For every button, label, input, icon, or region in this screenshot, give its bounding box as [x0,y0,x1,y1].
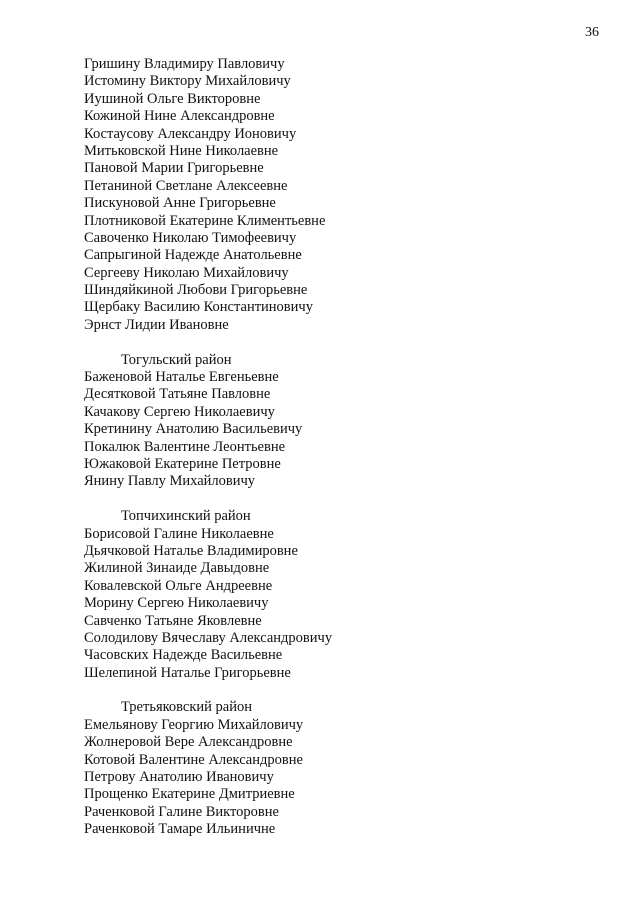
list-item: Шиндяйкиной Любови Григорьевне [84,282,308,299]
list-item: Южаковой Екатерине Петровне [84,455,281,472]
list-item: Петаниной Светлане Алексеевне [84,177,288,194]
list-item: Раченковой Тамаре Ильиничне [84,821,276,838]
list-item: Сапрыгиной Надежде Анатольевне [84,247,302,264]
list-item: Жилиной Зинаиде Давыдовне [84,560,270,577]
list-item: Котовой Валентине Александровне [84,751,303,768]
list-item: Дьячковой Наталье Владимировне [84,542,298,559]
list-item: Баженовой Наталье Евгеньевне [84,369,279,386]
list-item: Митьковской Нине Николаевне [84,142,279,159]
list-item: Савоченко Николаю Тимофеевичу [84,229,297,246]
section-heading: Третьяковский район [121,699,253,716]
section-togulsky [84,352,604,491]
list-item: Плотниковой Екатерине Климентьевне [84,212,326,229]
list-item: Часовских Надежде Васильевне [84,647,283,664]
intro-name-list [84,56,604,334]
list-item: Иушиной Ольге Викторовне [84,90,261,107]
list-item: Сергееву Николаю Михайловичу [84,264,289,281]
list-item: Истомину Виктору Михайловичу [84,73,291,90]
section-topchikhinsky [84,508,604,682]
list-item: Прощенко Екатерине Дмитриевне [84,786,295,803]
list-item: Гришину Владимиру Павловичу [84,56,285,72]
list-item: Борисовой Галине Николаевне [84,525,274,542]
list-item: Жолнеровой Вере Александровне [84,734,293,751]
list-item: Кожиной Нине Александровне [84,108,275,125]
list-item: Солодилову Вячеславу Александровичу [84,629,333,646]
list-item: Раченковой Галине Викторовне [84,803,279,820]
list-item: Кретинину Анатолию Васильевичу [84,421,303,438]
list-item: Эрнст Лидии Ивановне [84,316,229,333]
list-item: Морину Сергею Николаевичу [84,595,269,612]
list-item: Десятковой Татьяне Павловне [84,386,271,403]
list-item: Янину Павлу Михайловичу [84,473,256,490]
document-body [84,56,604,839]
list-item: Пановой Марии Григорьевне [84,160,264,177]
section-heading: Тогульский район [121,351,232,368]
list-item: Покалюк Валентине Леонтьевне [84,438,286,455]
list-item: Петрову Анатолию Ивановичу [84,769,274,786]
section-tretyakovsky [84,699,604,838]
list-item: Костаусову Александру Ионовичу [84,125,297,142]
list-item: Савченко Татьяне Яковлевне [84,612,262,629]
list-item: Качакову Сергею Николаевичу [84,403,275,420]
list-item: Пискуновой Анне Григорьевне [84,195,276,212]
list-item: Емельянову Георгию Михайловичу [84,716,304,733]
section-heading: Топчихинский район [121,508,251,525]
page-number: 36 [585,25,599,40]
list-item: Шелепиной Наталье Григорьевне [84,664,291,681]
list-item: Ковалевской Ольге Андреевне [84,577,273,594]
list-item: Щербаку Василию Константиновичу [84,299,313,316]
